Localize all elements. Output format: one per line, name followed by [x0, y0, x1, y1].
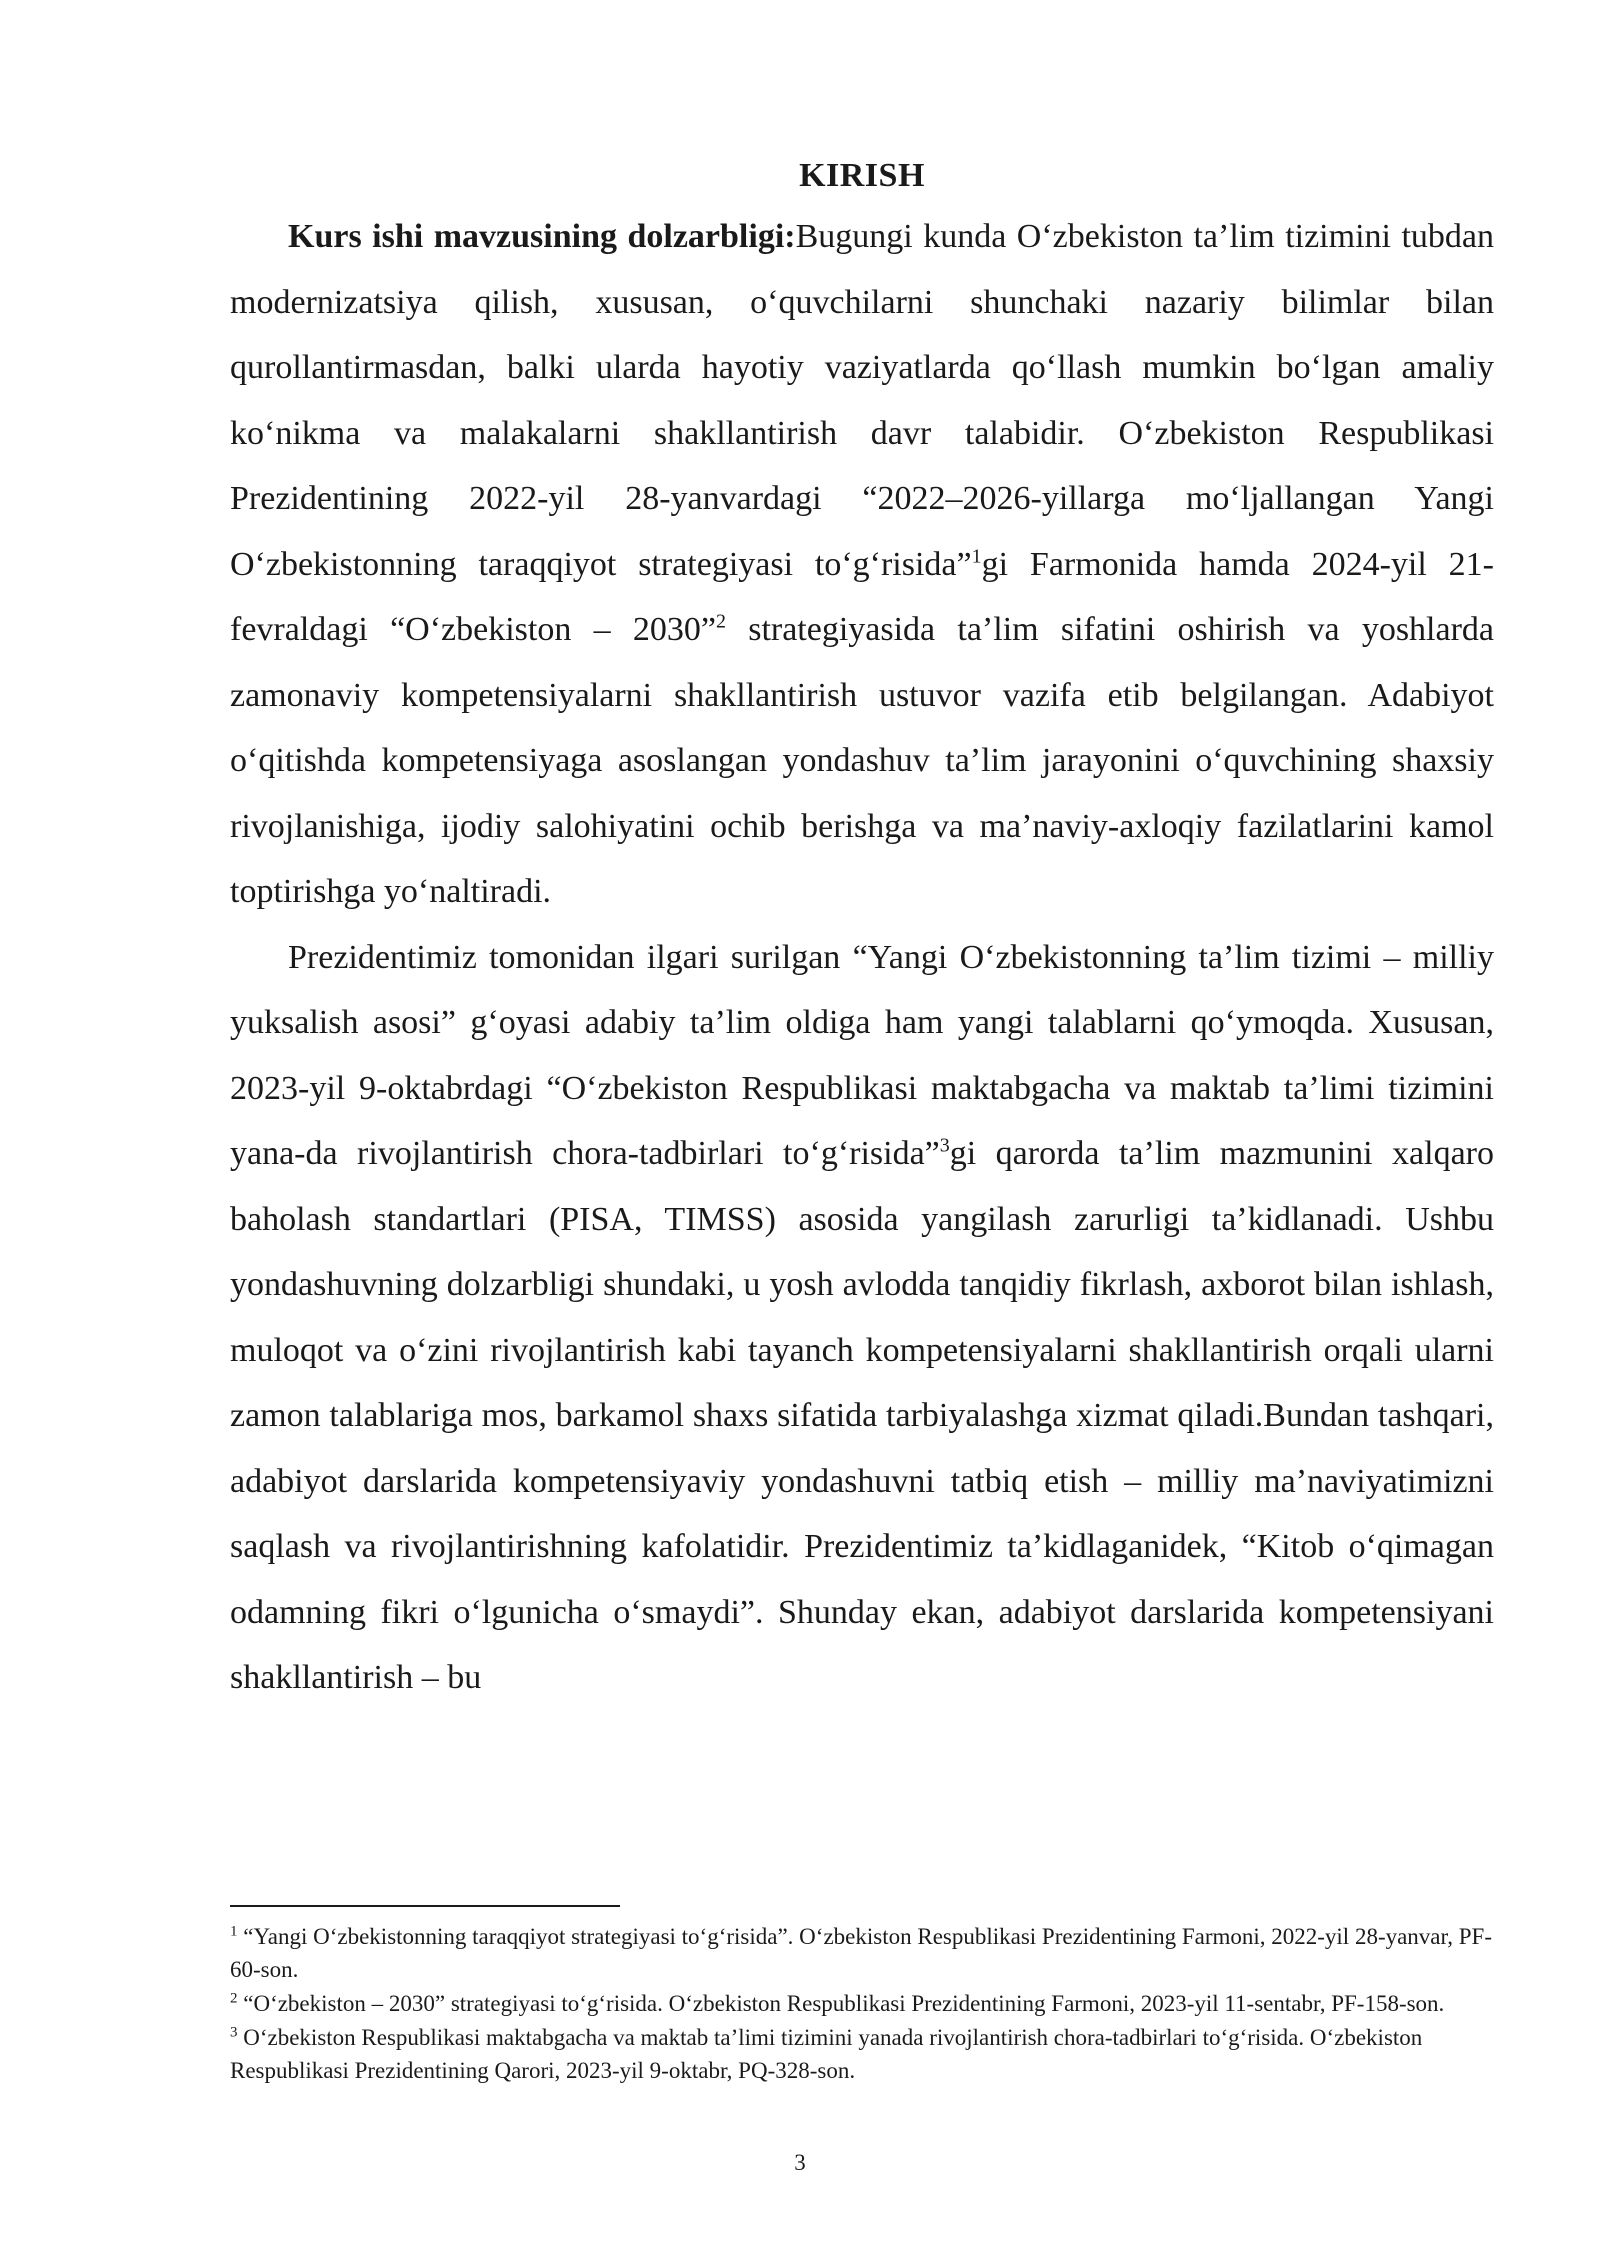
footnote-text: O‘zbekiston Respublikasi maktabgacha va maktab ta’limi tizimini yanada rivojlantirish chora-tadbirlari to‘g‘risida. O‘zbekiston Respublikasi Prezidentining Qarori, 2023-yil 9-oktabr, PQ-328-son. — [230, 2025, 1423, 2083]
footnote-marker: 2 — [230, 1990, 238, 2007]
paragraph-text: strategiyasida ta’lim sifatini oshirish va yoshlarda zamonaviy kompetensiyalarni shakllantirish ustuvor vazifa etib belgilangan. Adabiyot o‘qitishda kompetensiyaga asoslangan yondashuv ta’lim jarayonini o‘quvchining shaxsiy rivojlanishiga, ijodiy salohiyatini ochib berishga va ma’naviy-axloqiy fazilatlarini kamol toptirishga yo‘naltiradi. — [230, 611, 1494, 910]
page-number: 3 — [794, 2150, 806, 2175]
paragraph-text: Bugungi kunda O‘zbekiston ta’lim tizimini tubdan modernizatsiya qilish, xususan, o‘quvchilarni shunchaki nazariy bilimlar bilan qurollantirmasdan, balki ularda hayotiy vaziyatlarda qo‘llash mumkin bo‘lgan amaliy ko‘nikma va malakalarni shakllantirish davr talabidir. O‘zbekiston Respublikasi Prezidentining 2022-yil 28-yanvardagi “2022–2026-yillarga mo‘ljallangan Yangi O‘zbekistonning taraqqiyot strategiyasi to‘g‘risida” — [230, 218, 1494, 583]
footnote-ref[interactable]: 2 — [715, 610, 726, 633]
footnote-item — [230, 1987, 1494, 2020]
footnote-item — [230, 2021, 1494, 2087]
footnote-ref[interactable]: 3 — [939, 1134, 950, 1157]
footnote-text: “O‘zbekiston – 2030” strategiyasi to‘g‘risida. O‘zbekiston Respublikasi Prezidentining Farmoni, 2023-yil 11-sentabr, PF-158-son. — [237, 1991, 1445, 2016]
paragraph-text: gi qarorda ta’lim mazmunini xalqaro baholash standartlari (PISA, TIMSS) asosida yangilash zarurligi ta’kidlanadi. Ushbu yondashuvning dolzarbligi shundaki, u yosh avlodda tanqidiy fikrlash, axborot bilan ishlash, muloqot va o‘zini rivojlantirish kabi tayanch kompetensiyalarni shakllantirish orqali ularni zamon talablariga mos, barkamol shaxs sifatida tarbiyalashga xizmat qiladi.Bundan tashqari, adabiyot darslarida kompetensiyaviy yondashuvni tatbiq etish – milliy ma’naviyatimizni saqlash va rivojlantirishning kafolatidir. Prezidentimiz ta’kidlaganidek, “Kitob o‘qimagan odamning fikri o‘lgunicha o‘smaydi”. Shunday ekan, adabiyot darslarida kompetensiyani shakllantirish – bu — [230, 1135, 1494, 1696]
paragraph-text: Prezidentimiz tomonidan ilgari surilgan “Yangi O‘zbekistonning ta’lim tizimi – milliy yuksalish asosi” g‘oyasi adabiy ta’lim oldiga ham yangi talablarni qo‘ymoqda. Xususan, 2023-yil 9-oktabrdagi “O‘zbekiston Respublikasi maktabgacha va maktab ta’limi tizimini yana-da rivojlantirish chora-tadbirlari to‘g‘risida” — [230, 938, 1494, 1172]
footnotes — [230, 1920, 1494, 2088]
paragraph-text: gi Farmonida hamda 2024-yil 21-fevraldagi “O‘zbekiston – 2030” — [230, 545, 1494, 648]
footnote-ref[interactable]: 1 — [971, 545, 982, 568]
footnote-separator — [230, 1905, 620, 1907]
main-text — [230, 148, 1494, 1711]
footnote-marker: 1 — [230, 1923, 238, 1940]
paragraph-president — [230, 925, 1494, 1711]
paragraph-relevance — [230, 204, 1494, 925]
section-heading: KIRISH — [799, 157, 925, 194]
footnote-text: “Yangi O‘zbekistonning taraqqiyot strategiyasi to‘g‘risida”. O‘zbekiston Respublikasi Prezidentining Farmoni, 2022-yil 28-yanvar, PF-60-son. — [230, 1924, 1492, 1982]
footnote-item — [230, 1920, 1494, 1986]
footnote-marker: 3 — [230, 2024, 238, 2041]
paragraph-lead: Kurs ishi mavzusining dolzarbligi: — [288, 218, 796, 255]
